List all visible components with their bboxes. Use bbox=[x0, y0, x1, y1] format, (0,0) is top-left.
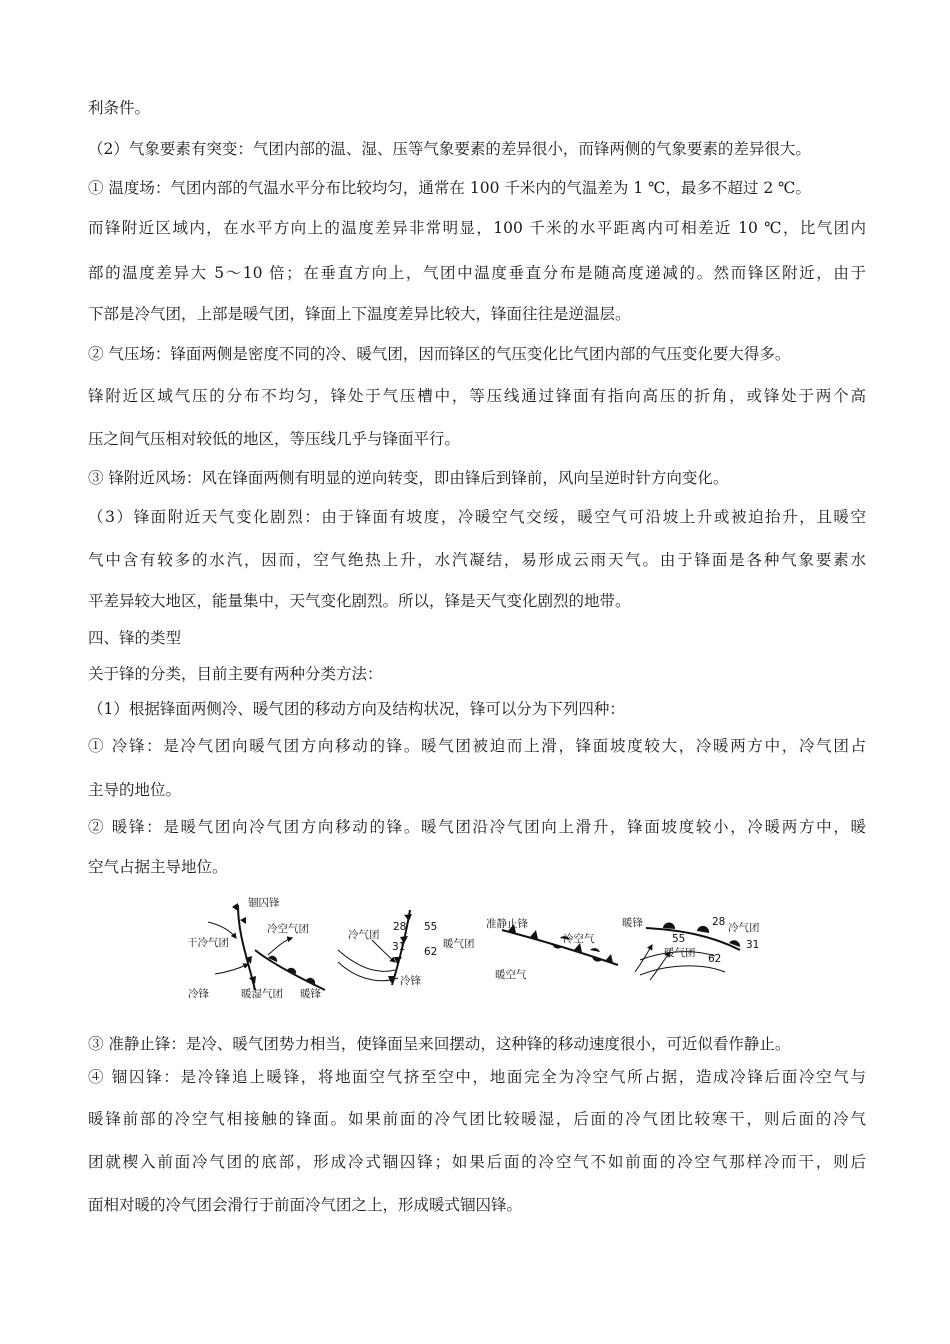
label-cold-front: 冷锋 bbox=[188, 988, 209, 1000]
paragraph-line: ③ 准静止锋：是冷、暖气团势力相当，使锋面呈来回摆动，这种锋的移动速度很小，可近似看作静止。 bbox=[88, 1035, 791, 1053]
isobar-value: 28 bbox=[393, 921, 407, 933]
paragraph-line: （2）气象要素有突变：气团内部的温、湿、压等气象要素的差异很小，而锋两侧的气象要素的差异很大。 bbox=[88, 140, 811, 158]
front-semicircle-icon bbox=[697, 926, 709, 933]
wind-arrow-icon bbox=[635, 945, 652, 972]
label-warm-front: 暖锋 bbox=[622, 917, 643, 929]
paragraph-line: 空气占据主导地位。 bbox=[88, 858, 228, 876]
paragraph-line: 气中含有较多的水汽，因而，空气绝热上升，水汽凝结，易形成云雨天气。由于锋面是各种气象要素水 bbox=[88, 551, 866, 569]
isobar-value: 31 bbox=[392, 941, 406, 953]
label-cold-air-mass: 冷气团 bbox=[348, 929, 380, 941]
paragraph-line: ④ 锢囚锋：是冷锋追上暖锋，将地面空气挤至空中，地面完全为冷空气所占据，造成冷锋后面冷空气与 bbox=[88, 1068, 866, 1086]
front-triangle-icon bbox=[240, 917, 246, 924]
wind-arrow-icon bbox=[268, 938, 292, 955]
wind-arrow-icon bbox=[208, 922, 236, 938]
label-cold-air-mass: 冷空气团 bbox=[267, 923, 309, 935]
paragraph-line: 平差异较大地区，能量集中，天气变化剧烈。所以，锋是天气变化剧烈的地带。 bbox=[88, 592, 631, 610]
front-triangle-icon bbox=[232, 903, 238, 911]
label-warm-front: 暖锋 bbox=[300, 988, 321, 1000]
paragraph-line: 利条件。 bbox=[88, 99, 151, 117]
paragraph-line: 而锋附近区域内，在水平方向上的温度差异非常明显，100 千米的水平距离内可相差近 10 ℃，比气团内 bbox=[88, 219, 866, 237]
label-cold-air: 冷空气 bbox=[563, 933, 595, 945]
label-stationary-front: 准静止锋 bbox=[486, 918, 528, 930]
paragraph-line: （1）根据锋面两侧冷、暖气团的移动方向及结构状况，锋可以分为下列四种： bbox=[88, 700, 625, 718]
isobar-value: 55 bbox=[672, 933, 686, 945]
isobar-value: 62 bbox=[708, 953, 722, 965]
label-cold-air-mass: 冷气团 bbox=[728, 922, 760, 934]
label-warm-air-mass: 暖气团 bbox=[443, 938, 475, 950]
label-warm-air: 暖空气 bbox=[495, 969, 527, 981]
label-warm-moist-air-mass: 暖湿气团 bbox=[241, 988, 283, 1000]
paragraph-line: ② 暖锋：是暖气团向冷气团方向移动的锋。暖气团沿冷气团向上滑升，锋面坡度较小，冷暖两方中，暖 bbox=[88, 818, 866, 836]
front-semicircle-icon bbox=[663, 922, 675, 929]
paragraph-line: 锋附近区域气压的分布不均匀，锋处于气压槽中，等压线通过锋面有指向高压的折角，或锋处于两个高 bbox=[88, 387, 866, 405]
occluded-front-diagram bbox=[187, 896, 325, 1000]
wind-arrow-icon bbox=[215, 964, 248, 974]
stationary-front-diagram bbox=[486, 917, 618, 981]
paragraph-line: ② 气压场：锋面两侧是密度不同的冷、暖气团，因而锋区的气压变化比气团内部的气压变化要大得多。 bbox=[88, 345, 791, 363]
isobar-value: 62 bbox=[424, 946, 438, 958]
paragraph-line: ① 冷锋：是冷气团向暖气团方向移动的锋。暖气团被迫而上滑，锋面坡度较大，冷暖两方中，冷气团占 bbox=[88, 737, 866, 755]
paragraph-line: 暖锋前部的冷空气相接触的锋面。如果前面的冷气团比较暖湿，后面的冷气团比较寒干，则后面的冷气 bbox=[88, 1110, 866, 1128]
paragraph-line: ① 温度场：气团内部的气温水平分布比较均匀，通常在 100 千米内的气温差为 1 ℃，最多不超过 2 ℃。 bbox=[88, 179, 811, 197]
paragraph-line: 关于锋的分类，目前主要有两种分类方法： bbox=[88, 665, 383, 683]
front-types-figure bbox=[0, 890, 950, 1010]
isobar-value: 28 bbox=[712, 916, 726, 928]
paragraph-line: 压之间气压相对较低的地区，等压线几乎与锋面平行。 bbox=[88, 430, 461, 448]
section-heading: 四、锋的类型 bbox=[88, 629, 182, 647]
paragraph-line: 下部是冷气团，上部是暖气团，锋面上下温度差异比较大，锋面往往是逆温层。 bbox=[88, 305, 631, 323]
label-warm-air-mass: 暖气团 bbox=[664, 947, 696, 959]
paragraph-line: 团就楔入前面冷气团的底部，形成冷式锢囚锋；如果后面的冷空气不如前面的冷空气那样冷而干，则后 bbox=[88, 1153, 866, 1171]
isobar-value: 55 bbox=[424, 921, 438, 933]
paragraph-line: ③ 锋附近风场：风在锋面两侧有明显的逆向转变，即由锋后到锋前，风向呈逆时针方向变化。 bbox=[88, 469, 729, 487]
isobar-line bbox=[338, 950, 395, 971]
warm-front-diagram bbox=[622, 916, 760, 980]
paragraph-line: 部的温度差异大 5～10 倍；在垂直方向上，气团中温度垂直分布是随高度递减的。然而锋区附近，由于 bbox=[88, 264, 866, 282]
isobar-line bbox=[640, 966, 725, 975]
isobar-value: 31 bbox=[746, 939, 760, 951]
label-occluded-front: 锢囚锋 bbox=[248, 897, 280, 909]
cold-front-diagram bbox=[338, 910, 475, 987]
paragraph-line: （3）锋面附近天气变化剧烈：由于锋面有坡度，冷暖空气交绥，暖空气可沿坡上升或被迫抬升，且暖空 bbox=[88, 508, 866, 526]
paragraph-line: 面相对暖的冷气团会滑行于前面冷气团之上，形成暖式锢囚锋。 bbox=[88, 1196, 523, 1214]
label-cold-front: 冷锋 bbox=[400, 975, 421, 987]
paragraph-line: 主导的地位。 bbox=[88, 781, 182, 799]
label-dry-cold-air-mass: 干冷气团 bbox=[187, 937, 229, 949]
front-semicircle-icon bbox=[590, 948, 600, 952]
